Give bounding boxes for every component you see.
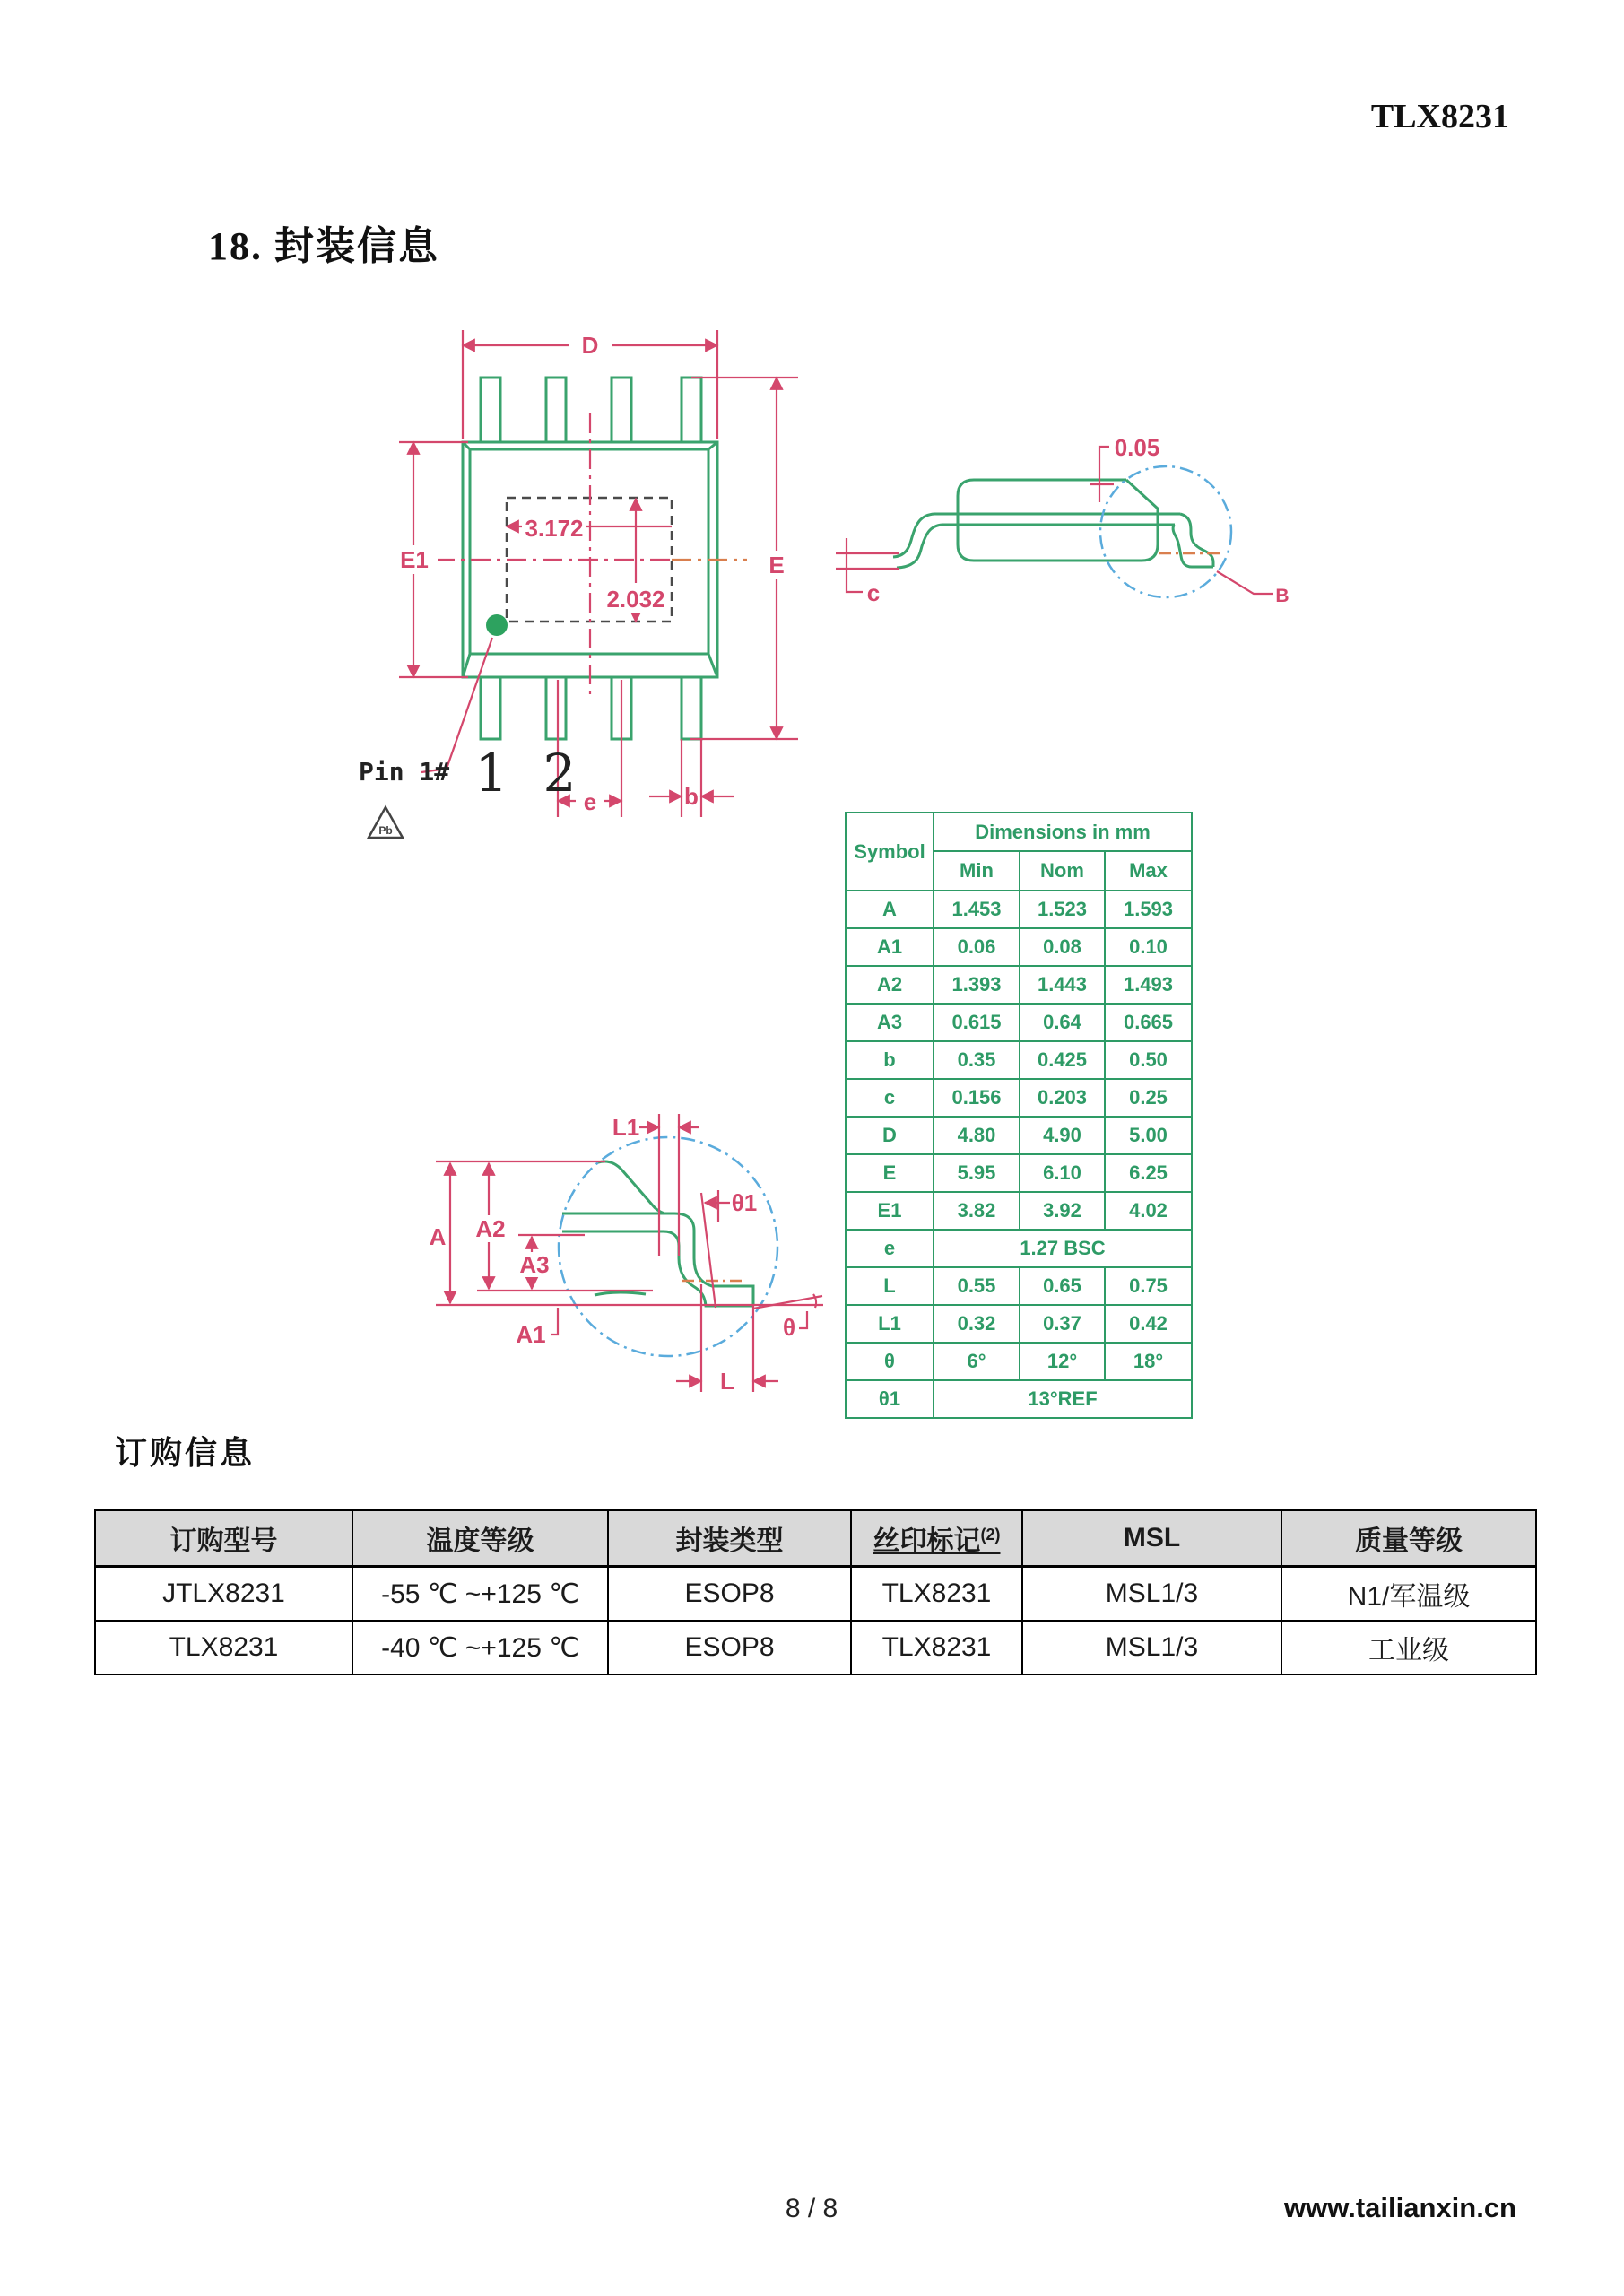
dim-label-A3: A3 <box>519 1251 550 1278</box>
table-row: b 0.35 0.425 0.50 <box>846 1041 1192 1079</box>
table-row: θ1 13°REF <box>846 1380 1192 1418</box>
page-number: 8 / 8 <box>785 2194 838 2223</box>
dim-label-theta: θ <box>782 1314 796 1341</box>
dim-col-max: Max <box>1105 851 1192 891</box>
lead-detail-drawing <box>386 1076 834 1435</box>
table-row: c 0.156 0.203 0.25 <box>846 1079 1192 1117</box>
ord-col-msl: MSL <box>1022 1510 1281 1567</box>
dim-label-pad-width: 3.172 <box>525 515 584 542</box>
dim-label-E: E <box>769 552 785 578</box>
dim-label-A: A <box>429 1223 447 1250</box>
table-row: A 1.453 1.523 1.593 <box>846 891 1192 928</box>
lead-profile <box>562 1161 753 1306</box>
pin-number-1: 1 <box>474 743 508 804</box>
dim-label-b: b <box>684 783 699 810</box>
dim-label-c: c <box>866 579 881 606</box>
detail-circle <box>559 1137 777 1356</box>
table-row: A1 0.06 0.08 0.10 <box>846 928 1192 966</box>
dim-label-D: D <box>581 332 599 359</box>
dim-label-E1: E1 <box>400 546 429 573</box>
dim-col-symbol: Symbol <box>846 813 934 891</box>
pin1-label: Pin 1# <box>359 757 450 787</box>
dim-label-B: B <box>1275 586 1290 606</box>
ordering-info-title: 订购信息 <box>115 1434 256 1471</box>
dim-col-min: Min <box>934 851 1020 891</box>
dim-label-standoff: 0.05 <box>1114 434 1160 461</box>
table-row: TLX8231 -40 ℃ ~+125 ℃ ESOP8 TLX8231 MSL1/3 工业级 <box>95 1621 1536 1674</box>
dimensions-table <box>845 812 1193 1419</box>
ord-col-quality-grade: 质量等级 <box>1281 1510 1536 1567</box>
table-row: E 5.95 6.10 6.25 <box>846 1154 1192 1192</box>
ord-col-temp-grade: 温度等级 <box>352 1510 608 1567</box>
lead-detail-circle <box>1100 466 1231 597</box>
dim-label-theta1: θ1 <box>731 1189 758 1216</box>
ord-col-package-type: 封装类型 <box>608 1510 851 1567</box>
table-row: θ 6° 12° 18° <box>846 1343 1192 1380</box>
table-row: E1 3.82 3.92 4.02 <box>846 1192 1192 1230</box>
table-row: A2 1.393 1.443 1.493 <box>846 966 1192 1004</box>
dim-span-header: Dimensions in mm <box>934 813 1192 851</box>
ord-col-part-number: 订购型号 <box>95 1510 352 1567</box>
doc-title: TLX8231 <box>1370 98 1509 135</box>
dim-label-A1: A1 <box>516 1321 546 1348</box>
side-dimension-lines <box>836 447 1273 594</box>
table-row: e 1.27 BSC <box>846 1230 1192 1267</box>
table-row: L 0.55 0.65 0.75 <box>846 1267 1192 1305</box>
dim-label-e: e <box>583 788 597 815</box>
side-body-outline <box>893 480 1213 568</box>
ordering-table <box>94 1509 1537 1675</box>
dim-col-nom: Nom <box>1020 851 1105 891</box>
package-top-view-drawing <box>206 296 825 837</box>
pb-free-label: Pb <box>378 824 393 837</box>
pin-number-2: 2 <box>543 743 577 804</box>
detail-dimension-lines <box>436 1114 823 1392</box>
dim-label-A2: A2 <box>475 1215 506 1242</box>
dim-label-L: L <box>720 1368 734 1395</box>
footer-website: www.tailianxin.cn <box>1284 2192 1516 2223</box>
package-side-view-drawing <box>834 386 1318 655</box>
ord-col-marking: 丝印标记$^{(2)}$ <box>851 1510 1022 1567</box>
table-row: D 4.80 4.90 5.00 <box>846 1117 1192 1154</box>
dimension-lines <box>399 330 798 817</box>
table-row: L1 0.32 0.37 0.42 <box>846 1305 1192 1343</box>
dim-label-pad-height: 2.032 <box>606 586 665 613</box>
table-row: JTLX8231 -55 ℃ ~+125 ℃ ESOP8 TLX8231 MSL1/3 N1/军温级 <box>95 1567 1536 1622</box>
table-row: A3 0.615 0.64 0.665 <box>846 1004 1192 1041</box>
pin1-marker-dot <box>486 614 508 636</box>
section-title-package-info: 18. 封装信息 <box>208 224 439 268</box>
dim-label-L1: L1 <box>612 1114 640 1141</box>
